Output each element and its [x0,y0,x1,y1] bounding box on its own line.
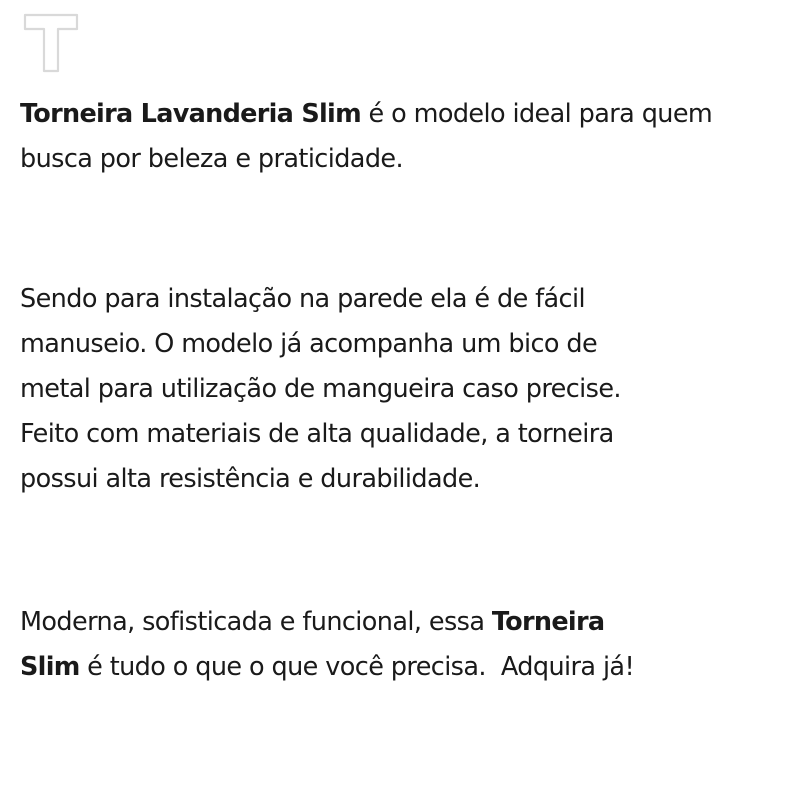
closing-bold-slim: Slim [20,652,80,682]
closing-line-2-text: é tudo o que o que você precisa. Adquira já! [79,652,635,682]
details-line-2: manuseio. O modelo já acompanha um bico de [20,329,598,359]
letter-t-logo-icon [22,12,80,74]
intro-line-1 [20,92,712,137]
closing-bold-torneira: Torneira [491,607,605,637]
details-line-1: Sendo para instalação na parede ela é de fácil [20,284,585,314]
details-line-3: metal para utilização de mangueira caso precise. [20,374,621,404]
details-paragraph [20,277,621,502]
intro-line-2: busca por beleza e praticidade. [20,144,404,174]
details-line-4: Feito com materiais de alta qualidade, a torneira [20,419,614,449]
closing-line-2 [20,645,634,690]
letter-t-logo [22,12,80,74]
details-line-5: possui alta resistência e durabilidade. [20,464,481,494]
closing-line-1-text: Moderna, sofisticada e funcional, essa [20,607,492,637]
intro-line-1-text: é o modelo ideal para quem [360,99,713,129]
product-name-bold: Torneira Lavanderia Slim [20,99,361,129]
intro-paragraph [20,92,712,182]
closing-paragraph [20,600,634,690]
closing-line-1 [20,600,634,645]
